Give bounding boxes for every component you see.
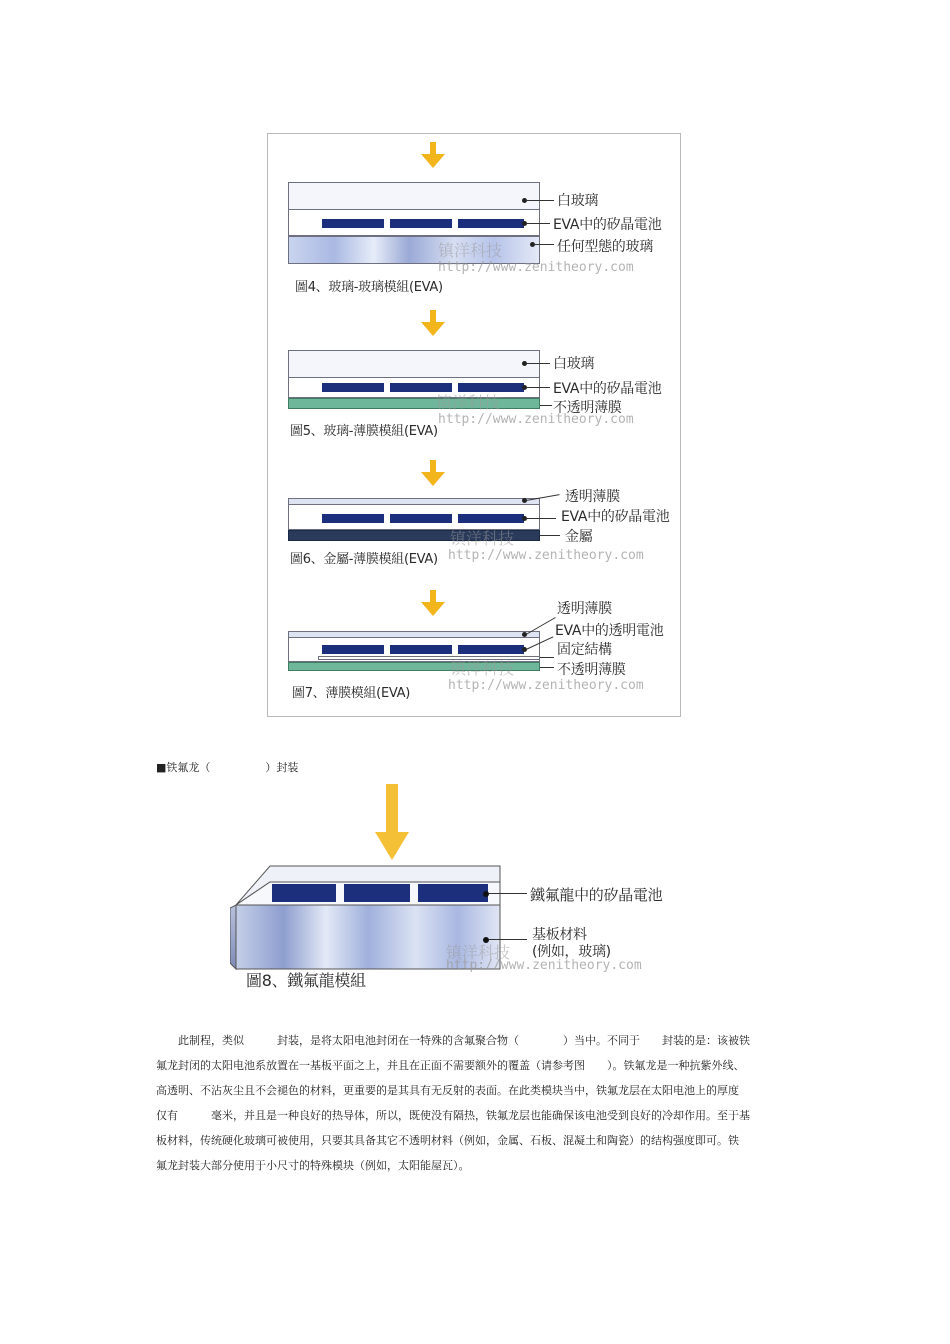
solar-cell [458, 645, 524, 654]
watermark-url: http://www.zenitheory.com [448, 678, 644, 693]
callout-line [526, 200, 554, 201]
white-glass-layer [288, 182, 540, 210]
label-eva-transparent-cell: EVA中的透明電池 [555, 623, 664, 639]
solar-cell [390, 645, 452, 654]
figure-caption: 圖4、玻璃-玻璃模組(EVA) [295, 280, 443, 295]
watermark-brand: 镇洋科技 [446, 943, 511, 962]
figure-caption: 圖6、金屬-薄膜模組(EVA) [290, 552, 438, 567]
callout-line [489, 893, 527, 894]
solar-cell [458, 219, 524, 228]
opaque-film-layer [288, 398, 540, 409]
solar-cell [322, 645, 384, 654]
watermark-brand: 镇洋科技 [436, 393, 501, 412]
section-heading: ■铁氟龙（ ）封装 [156, 761, 299, 774]
callout-line [534, 244, 554, 245]
sunlight-arrow-icon [426, 142, 440, 164]
sunlight-arrow-icon [426, 460, 440, 482]
watermark-url: http://www.zenitheory.com [446, 958, 642, 973]
label-white-glass: 白玻璃 [557, 193, 599, 209]
callout-line [526, 223, 550, 224]
figure-caption: 圖5、玻璃-薄膜模組(EVA) [290, 424, 438, 439]
sunlight-arrow-icon [426, 590, 440, 612]
paragraph-line: 氟龙封装大部分使用于小尺寸的特殊模块（例如，太阳能屋瓦）。 [156, 1159, 470, 1172]
callout-line [526, 363, 550, 364]
watermark-brand: 镇洋科技 [438, 241, 503, 260]
solar-cell [390, 219, 452, 228]
paragraph-line: 此制程，类似 封装，是将太阳电池封闭在一特殊的含氟聚合物（ ）当中。不同于 封装的是：该被铁 [156, 1034, 750, 1047]
callout-line [540, 535, 560, 536]
transparent-film-layer [288, 498, 540, 505]
transparent-film-layer [288, 631, 540, 638]
label-substrate-example: (例如，玻璃) [532, 944, 611, 960]
watermark-brand: 镇洋科技 [450, 529, 515, 548]
callout-line [540, 667, 554, 668]
label-eva-silicon-cell: EVA中的矽晶電池 [561, 509, 670, 525]
sunlight-arrow-icon [426, 310, 440, 332]
watermark-url: http://www.zenitheory.com [438, 260, 634, 275]
label-opaque-film: 不透明薄膜 [557, 662, 626, 678]
figure-caption: 圖8、鐵氟龍模組 [246, 971, 366, 990]
figure-caption: 圖7、薄膜模組(EVA) [292, 686, 410, 701]
paragraph-line: 高透明、不沾灰尘且不会褪色的材料，更重要的是其具有无反射的表面。在此类模块当中，铁氟龙层在太阳电池上的厚度 [156, 1084, 739, 1097]
callout-line [526, 387, 550, 388]
callout-line [540, 405, 552, 406]
callout-line [540, 657, 554, 658]
watermark-url: http://www.zenitheory.com [438, 412, 634, 427]
solar-cell [322, 219, 384, 228]
solar-cell [458, 514, 524, 523]
label-transparent-film: 透明薄膜 [565, 489, 620, 505]
label-eva-silicon-cell: EVA中的矽晶電池 [553, 217, 662, 233]
label-white-glass: 白玻璃 [553, 356, 595, 372]
callout-line [526, 518, 556, 519]
solar-cell [390, 514, 452, 523]
watermark-url: http://www.zenitheory.com [448, 548, 644, 563]
body-paragraph [156, 1028, 796, 1178]
label-substrate: 基板材料 [532, 927, 587, 943]
white-glass-layer [288, 350, 540, 378]
label-teflon-silicon-cell: 鐵氟龍中的矽晶電池 [530, 886, 663, 904]
watermark-brand: 镇洋科技 [450, 659, 515, 678]
label-any-glass: 任何型態的玻璃 [557, 239, 653, 255]
label-metal: 金屬 [565, 529, 593, 545]
sunlight-arrow-icon [380, 784, 404, 860]
label-opaque-film: 不透明薄膜 [553, 400, 622, 416]
paragraph-line: 仅有 毫米，并且是一种良好的热导体，所以，既使没有隔热，铁氟龙层也能确保该电池受到良好的冷却作用。至于基 [156, 1109, 750, 1122]
solar-cell [322, 514, 384, 523]
label-transparent-film: 透明薄膜 [557, 601, 612, 617]
paragraph-line: 板材料，传统硬化玻璃可被使用，只要其具备其它不透明材料（例如，金属、石板、混凝土和陶瓷）的结构强度即可。铁 [156, 1134, 739, 1147]
solar-cell [322, 383, 384, 392]
label-support-structure: 固定結構 [557, 642, 612, 658]
paragraph-line: 氟龙封闭的太阳电池系放置在一基板平面之上，并且在正面不需要额外的覆盖（请参考图 ）。铁氟龙是一种抗紫外线、 [156, 1059, 745, 1072]
label-eva-silicon-cell: EVA中的矽晶電池 [553, 381, 662, 397]
